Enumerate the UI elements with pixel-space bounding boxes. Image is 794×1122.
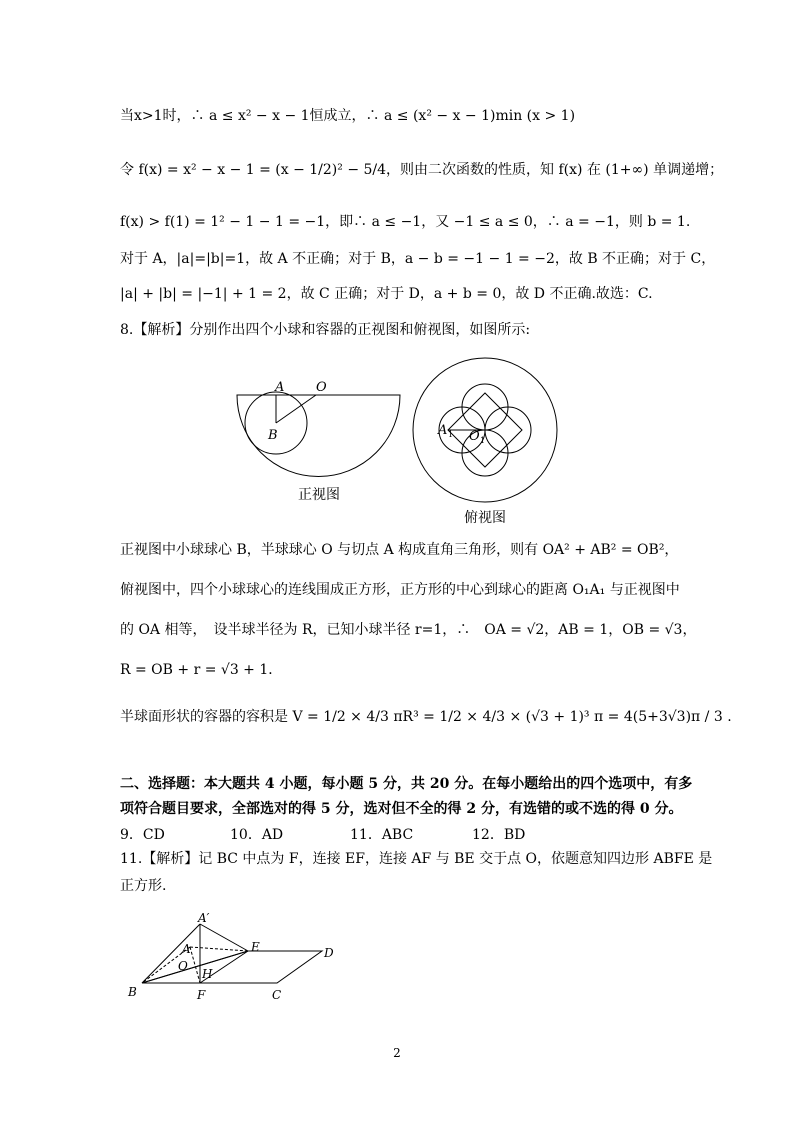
label-d: D: [324, 946, 334, 960]
label-o1: O: [469, 429, 480, 444]
text-line-5: |a| + |b| = |−1| + 1 = 2，故 C 正确；对于 D，a + b = 0，故 D 不正确.故选：C.: [120, 286, 653, 302]
label-a1: A: [438, 423, 448, 438]
segment-a-f: [190, 947, 200, 983]
label-c: C: [272, 988, 282, 1002]
front-view-caption: 正视图: [298, 487, 340, 503]
label-o: O: [178, 959, 188, 973]
section-heading-line-2: 项符合题目要求，全部选对的得 5 分，选对但不全的得 2 分，有选错的或不选的得 0 分。: [120, 801, 683, 817]
label-b: B: [268, 428, 278, 443]
segment-a-e: [190, 947, 248, 951]
text-line-6: 正视图中小球球心 B，半球球心 O 与切点 A 构成直角三角形，则有 OA² + AB² = OB²，: [120, 542, 679, 558]
label-b: B: [128, 985, 137, 999]
q11-line-1: 11.【解析】记 BC 中点为 F，连接 EF，连接 AF 与 BE 交于点 O，依题意知四边形 ABFE 是: [120, 851, 713, 867]
top-view-figure: [410, 355, 560, 505]
text-line-8: 的 OA 相等， 设半球半径为 R，已知小球半径 r=1，∴ OA = √2，AB = 1，OB = √3，: [120, 622, 697, 638]
page-number: 2: [393, 1046, 401, 1060]
text-line-10: 半球面形状的容器的容积是 V = 1/2 × 4/3 πR³ = 1/2 × 4/3 × (√3 + 1)³ π = 4(5+3√3)π / 3 .: [120, 709, 732, 725]
text-line-3: f(x) > f(1) = 1² − 1 − 1 = −1，即∴ a ≤ −1，又 −1 ≤ a ≤ 0，∴ a = −1，则 b = 1.: [120, 214, 691, 230]
text-line-7: 俯视图中，四个小球球心的连线围成正方形，正方形的中心到球心的距离 O₁A₁ 与正视图中: [120, 582, 680, 598]
text-line-1: 当x>1时，∴ a ≤ x² − x − 1恒成立，∴ a ≤ (x² − x − 1)min (x > 1): [120, 108, 576, 124]
folding-figure: [120, 910, 350, 1005]
text-line-2: 令 f(x) = x² − x − 1 = (x − 1/2)² − 5/4，则由二次函数的性质，知 f(x) 在 (1+∞) 单调递增；: [120, 162, 724, 178]
top-view-caption: 俯视图: [464, 510, 506, 526]
hemisphere-outline: [237, 395, 400, 477]
ball-right: [485, 407, 531, 453]
segment-a-prime-e: [200, 924, 248, 951]
q11-line-2: 正方形.: [120, 878, 167, 894]
label-h: H: [202, 967, 213, 981]
text-line-4: 对于 A，|a|=|b|=1，故 A 不正确；对于 B，a − b = −1 − 1 = −2，故 B 不正确；对于 C，: [120, 251, 716, 267]
label-a: A: [275, 380, 285, 395]
answer-11: 11．ABC: [350, 827, 414, 843]
label-a1-sub: 1: [448, 430, 454, 439]
label-e: E: [251, 940, 260, 954]
label-o1-sub: 1: [480, 436, 486, 445]
answer-12: 12．BD: [472, 827, 526, 843]
section-heading-line-1: 二、选择题：本大题共 4 小题，每小题 5 分，共 20 分。在每小题给出的四个选项中，有多: [120, 776, 693, 792]
label-a: A: [182, 942, 191, 956]
text-line-9: R = OB + r = √3 + 1．: [120, 662, 283, 678]
label-o: O: [316, 380, 327, 395]
answer-10: 10．AD: [230, 827, 284, 843]
label-f: F: [197, 988, 206, 1002]
label-a-prime: A′: [198, 911, 210, 925]
q8-heading: 8.【解析】分别作出四个小球和容器的正视图和俯视图，如图所示:: [120, 322, 531, 338]
answer-9: 9．CD: [120, 827, 165, 843]
ball-top: [462, 384, 508, 430]
